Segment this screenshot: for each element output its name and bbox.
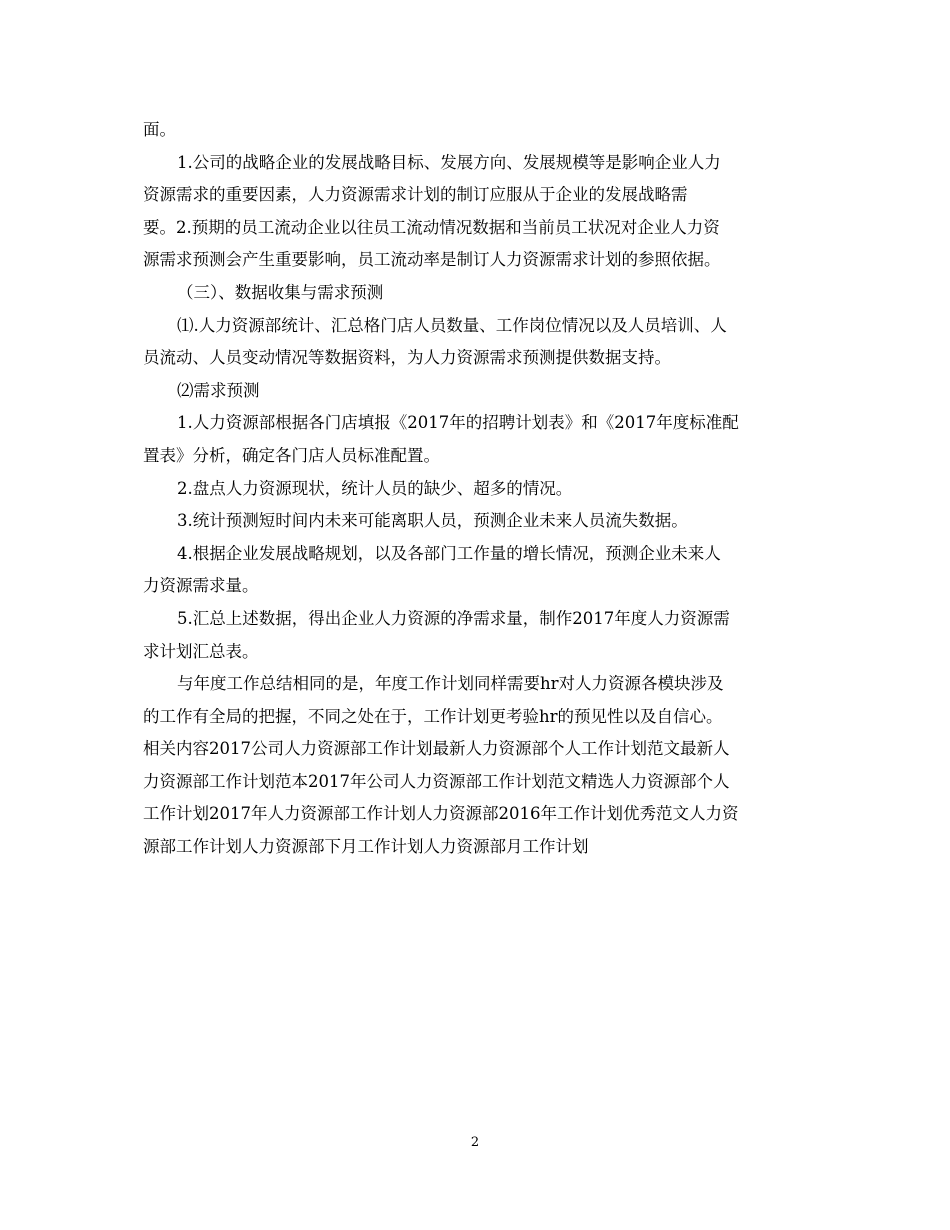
- text-line: ⑵需求预测: [177, 380, 260, 400]
- text-line: 5.汇总上述数据，得出企业人力资源的净需求量，制作2017年度人力资源需: [177, 608, 730, 628]
- text-line: 1.公司的战略企业的发展战略目标、发展方向、发展规模等是影响企业人力: [177, 152, 721, 172]
- text-line: 4.根据企业发展战略规划，以及各部门工作量的增长情况，预测企业未来人: [177, 543, 721, 563]
- text-line: 的工作有全局的把握，不同之处在于，工作计划更考验hr的预见性以及自信心。: [143, 706, 723, 726]
- text-line: 员流动、人员变动情况等数据资料，为人力资源需求预测提供数据支持。: [143, 348, 671, 368]
- text-line: 相关内容2017公司人力资源部工作计划最新人力资源部个人工作计划范文最新人: [143, 739, 730, 759]
- text-line: 1.人力资源部根据各门店填报《2017年的招聘计划表》和《2017年度标准配: [177, 413, 739, 433]
- page-number: 2: [470, 1135, 480, 1150]
- text-line: 力资源部工作计划范本2017年公司人力资源部工作计划范文精选人力资源部个人: [143, 771, 730, 791]
- text-line: 2.盘点人力资源现状，统计人员的缺少、超多的情况。: [177, 478, 573, 498]
- text-line: 置表》分析，确定各门店人员标准配置。: [143, 445, 440, 465]
- text-line: 工作计划2017年人力资源部工作计划人力资源部2016年工作计划优秀范文人力资: [143, 804, 739, 824]
- text-line: 要。2.预期的员工流动企业以往员工流动情况数据和当前员工状况对企业人力资: [143, 217, 720, 237]
- text-line: （三）、数据收集与需求预测: [177, 282, 384, 302]
- text-line: 资源需求的重要因素，人力资源需求计划的制订应服从于企业的发展战略需: [143, 185, 688, 205]
- text-line: 源需求预测会产生重要影响，员工流动率是制订人力资源需求计划的参照依据。: [143, 250, 721, 270]
- document-body: [143, 114, 815, 864]
- text-line: 求计划汇总表。: [143, 641, 259, 661]
- text-line: 源部工作计划人力资源部下月工作计划人力资源部月工作计划: [143, 837, 589, 857]
- text-line: 面。: [143, 120, 176, 139]
- text-line: 3.统计预测短时间内未来可能离职人员，预测企业未来人员流失数据。: [177, 511, 688, 531]
- text-line: 与年度工作总结相同的是，年度工作计划同样需要hr对人力资源各模块涉及: [177, 674, 724, 694]
- text-line: 力资源需求量。: [143, 576, 259, 596]
- text-line: ⑴.人力资源部统计、汇总格门店人员数量、工作岗位情况以及人员培训、人: [177, 315, 727, 335]
